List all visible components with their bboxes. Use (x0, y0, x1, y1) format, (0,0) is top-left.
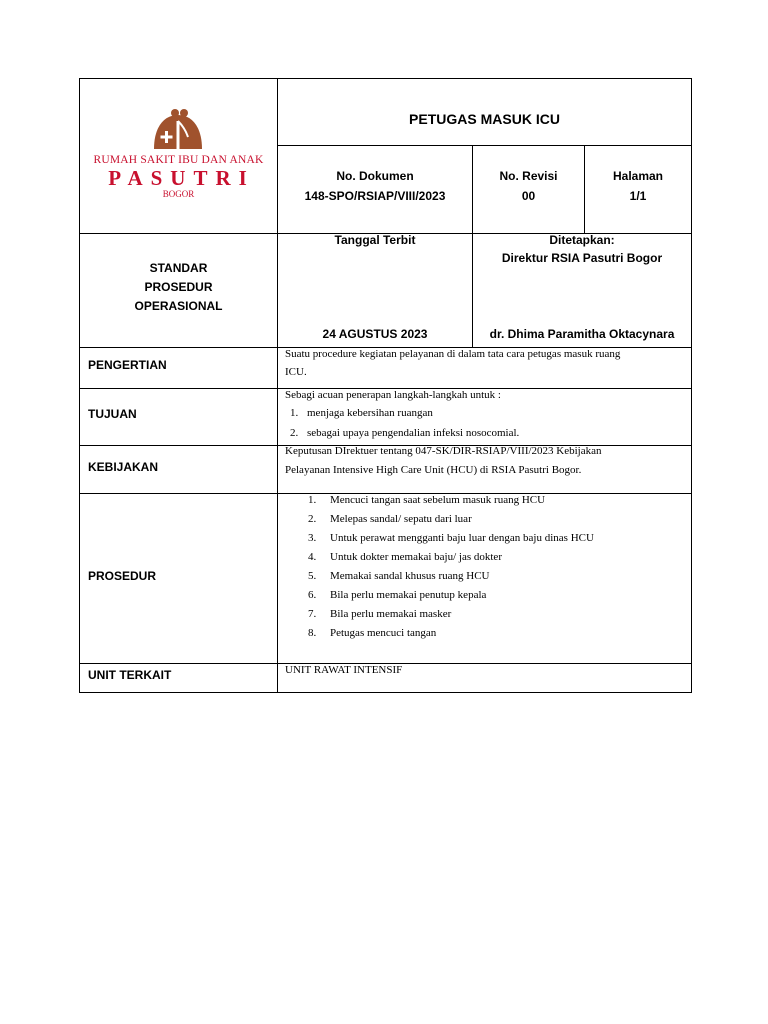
spo-line2: PROSEDUR (144, 280, 213, 294)
no-dokumen-value: 148-SPO/RSIAP/VIII/2023 (304, 189, 446, 203)
hospital-logo (80, 79, 277, 233)
list-item: Bila perlu memakai masker (330, 608, 452, 620)
unit-terkait-value: UNIT RAWAT INTENSIF (285, 664, 403, 676)
table-border-bottom (79, 692, 692, 693)
logo-line3: BOGOR (162, 189, 195, 199)
unit-terkait-label: UNIT TERKAIT (88, 668, 172, 682)
kebijakan-label: KEBIJAKAN (88, 460, 159, 474)
list-item: Mencuci tangan saat sebelum masuk ruang HCU (330, 494, 546, 506)
tanggal-terbit-value: 24 AGUSTUS 2023 (322, 327, 428, 341)
hospital-logo-icon (148, 107, 208, 155)
list-item-number: 3. (308, 532, 317, 544)
pengertian-label: PENGERTIAN (88, 358, 167, 372)
logo-line1: RUMAH SAKIT IBU DAN ANAK (93, 154, 264, 166)
tujuan-label: TUJUAN (88, 407, 137, 421)
row-divider (277, 145, 692, 146)
no-dokumen-label: No. Dokumen (336, 169, 414, 183)
list-item-number: 1. (290, 407, 299, 419)
list-item: Petugas mencuci tangan (330, 627, 437, 639)
list-item-number: 2. (290, 427, 299, 439)
list-item: Bila perlu memakai penutup kepala (330, 589, 487, 601)
no-revisi-value: 00 (521, 189, 536, 203)
list-item-number: 5. (308, 570, 317, 582)
no-revisi-label: No. Revisi (499, 169, 558, 183)
logo-line2: PASUTRI (108, 166, 255, 190)
prosedur-label: PROSEDUR (88, 569, 157, 583)
kebijakan-line1: Keputusan DIrektuer tentang 047-SK/DIR-RSIAP/VIII/2023 Kebijakan (285, 445, 602, 457)
pengertian-line1: Suatu procedure kegiatan pelayanan di dalam tata cara petugas masuk ruang (285, 348, 621, 360)
list-item-number: 2. (308, 513, 317, 525)
list-item-number: 1. (308, 494, 317, 506)
list-item: Melepas sandal/ sepatu dari luar (330, 513, 472, 525)
ditetapkan-label: Ditetapkan: (549, 233, 615, 247)
document-title: PETUGAS MASUK ICU (409, 111, 560, 127)
ditetapkan-org: Direktur RSIA Pasutri Bogor (501, 251, 663, 265)
tanggal-terbit-label: Tanggal Terbit (334, 233, 416, 247)
list-item: menjaga kebersihan ruangan (307, 407, 433, 419)
halaman-label: Halaman (612, 169, 664, 183)
ditetapkan-name: dr. Dhima Paramitha Oktacynara (489, 327, 675, 341)
table-border-right (691, 78, 692, 693)
list-item: Memakai sandal khusus ruang HCU (330, 570, 490, 582)
list-item: sebagai upaya pengendalian infeksi nosocomial. (307, 427, 520, 439)
tujuan-intro: Sebagi acuan penerapan langkah-langkah untuk : (285, 389, 501, 401)
list-item-number: 8. (308, 627, 317, 639)
kebijakan-line2: Pelayanan Intensive High Care Unit (HCU) di RSIA Pasutri Bogor. (285, 464, 582, 476)
spo-line1: STANDAR (149, 261, 208, 275)
list-item-number: 6. (308, 589, 317, 601)
list-item-number: 7. (308, 608, 317, 620)
pengertian-line2: ICU. (285, 366, 307, 378)
halaman-value: 1/1 (629, 189, 647, 203)
spo-line3: OPERASIONAL (134, 299, 223, 313)
list-item-number: 4. (308, 551, 317, 563)
list-item: Untuk dokter memakai baju/ jas dokter (330, 551, 502, 563)
list-item: Untuk perawat mengganti baju luar dengan baju dinas HCU (330, 532, 594, 544)
